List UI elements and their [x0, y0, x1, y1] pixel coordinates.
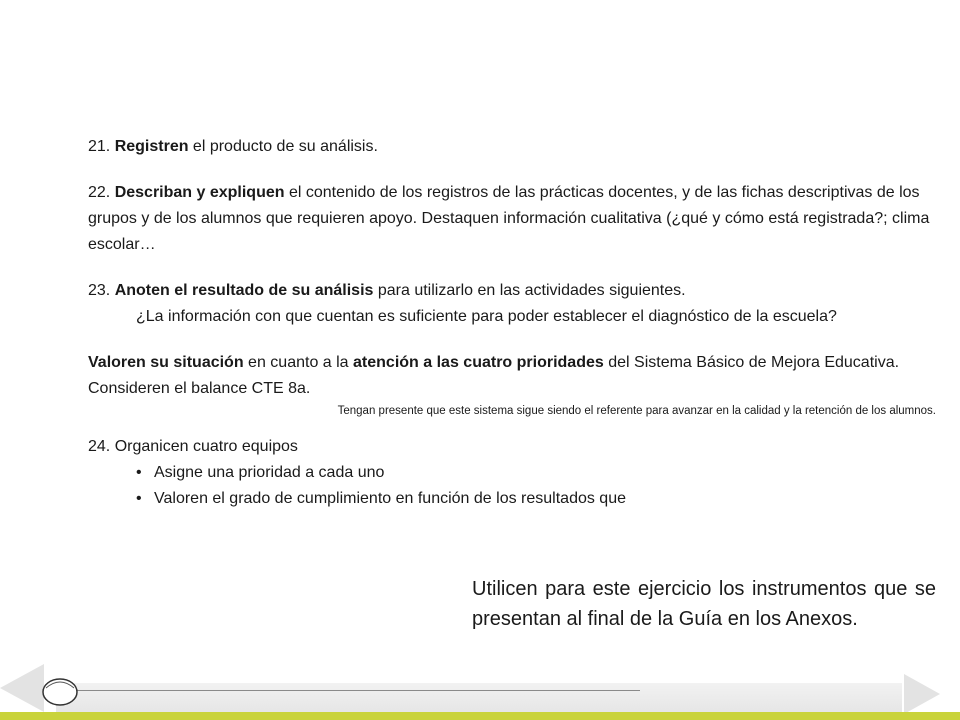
item-22-bold: Describan y expliquen	[114, 184, 285, 201]
item-23-bold: Anoten el resultado de su análisis	[114, 282, 374, 299]
item-21-bold: Registren	[114, 138, 189, 155]
valoren-text-2: del Sistema Básico de Mejora Educativa. Consideren el balance CTE 8a.	[88, 354, 900, 397]
item-23-question: ¿La información con que cuentan es suficiente para poder establecer el diagnóstico de la escuela?	[136, 308, 837, 325]
item-23-text: para utilizarlo en las actividades siguientes.	[373, 282, 686, 299]
bullet-dot-icon: •	[136, 490, 142, 507]
item-24-bullets	[88, 460, 936, 512]
list-item-text: Asigne una prioridad a cada uno	[154, 464, 385, 481]
bullet-dot-icon: •	[136, 464, 142, 481]
footer-arrow-left	[0, 664, 44, 712]
item-21-text: el producto de su análisis.	[188, 138, 378, 155]
item-22-text: el contenido de los registros de las prácticas docentes, y de las fichas descriptivas de los grupos y de los alumnos que requieren apoyo. Destaquen información cualitativa (¿qué y cómo está registrada?; clima escolar…	[88, 184, 930, 253]
footer-ellipse-icon	[40, 676, 80, 708]
list-item	[134, 460, 936, 486]
item-22-number: 22.	[88, 184, 115, 201]
footer-band	[56, 683, 902, 712]
list-item-text: Valoren el grado de cumplimiento en función de los resultados que	[154, 490, 626, 507]
footer-accent-bar	[0, 712, 960, 720]
valoren-text-1: en cuanto a la	[243, 354, 354, 371]
item-23-number: 23.	[88, 282, 115, 299]
valoren-bold-1: Valoren su situación	[88, 354, 244, 371]
document-body	[88, 134, 936, 512]
item-21	[88, 134, 936, 160]
item-24: 24. Organicen cuatro equipos	[88, 438, 298, 455]
valoren-bold-2: atención a las cuatro prioridades	[353, 354, 604, 371]
footer-arrow-right	[904, 674, 940, 714]
footer-rule	[70, 690, 640, 691]
item-22	[88, 180, 936, 258]
valoren-paragraph	[88, 350, 936, 402]
item-23	[88, 278, 936, 304]
item-21-number: 21.	[88, 138, 115, 155]
list-item	[134, 486, 936, 512]
valoren-note: Tengan presente que este sistema sigue siendo el referente para avanzar en la calidad y la retención de los alumnos.	[337, 405, 936, 417]
side-note: Utilicen para este ejercicio los instrumentos que se presentan al final de la Guía en los Anexos.	[472, 578, 936, 630]
